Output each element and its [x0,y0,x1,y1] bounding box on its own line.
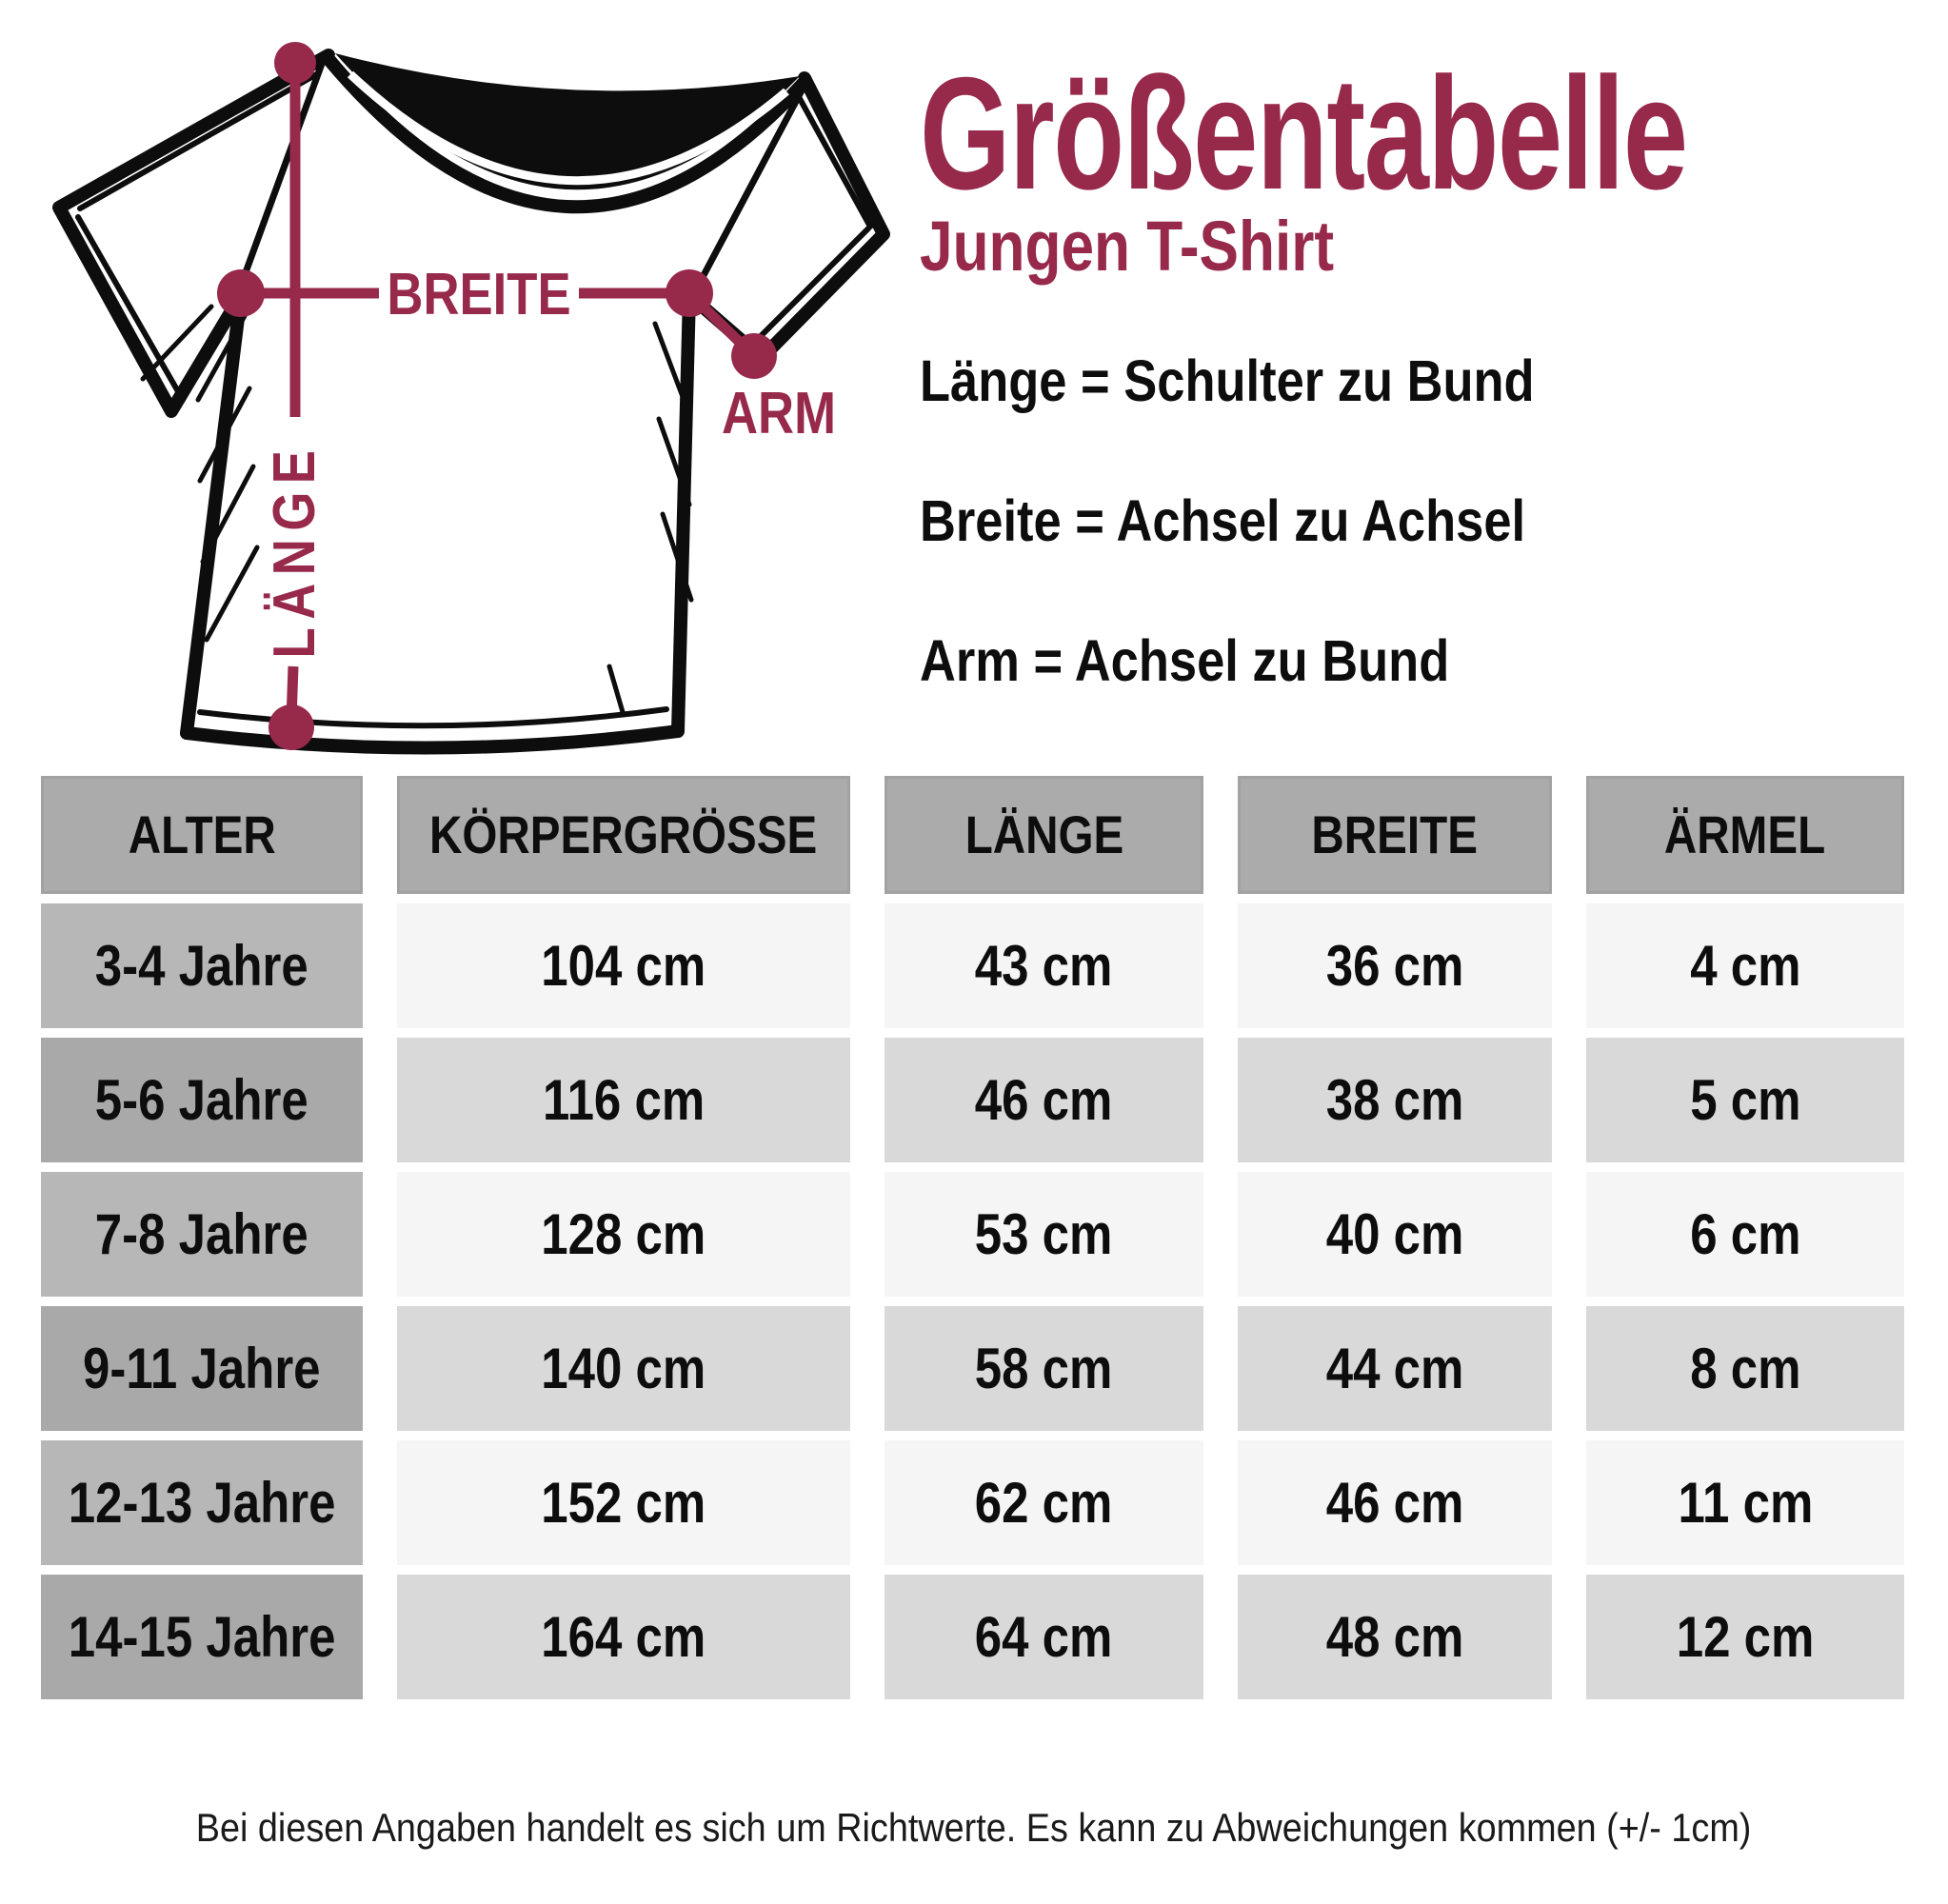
cell-text: 5-6 Jahre [95,1067,308,1132]
cell-text: 6 cm [1689,1201,1801,1266]
age-cell [41,1306,363,1431]
hem-point-dot [268,704,314,750]
value-cell [1238,903,1552,1028]
sleeve-end-dot [731,333,777,379]
right-armpit-dot [666,269,713,317]
cell-text: 40 cm [1325,1201,1464,1266]
value-cell [1586,903,1904,1028]
cell-text: 43 cm [975,933,1113,998]
column-header-breite [1238,776,1552,894]
cell-text: 58 cm [975,1336,1113,1400]
column-header-text: KÖRPERGRÖSSE [429,804,818,865]
column-header-aermel [1586,776,1904,894]
cell-text: 8 cm [1689,1336,1801,1400]
value-cell [397,1306,850,1431]
value-cell [397,1038,850,1162]
column-header-laenge [885,776,1203,894]
value-cell [397,1440,850,1565]
value-cell [885,1575,1203,1699]
value-cell [1586,1440,1904,1565]
value-cell [397,903,850,1028]
cell-text: 38 cm [1325,1067,1464,1132]
cell-text: 128 cm [541,1201,706,1266]
column-header-text: ÄRMEL [1664,804,1826,865]
laenge-diagram-label: LÄNGE [262,442,328,659]
definition-arm [920,628,1635,694]
breite-diagram-label: BREITE [387,262,571,328]
value-cell [1238,1575,1552,1699]
age-cell [41,1038,363,1162]
cell-text: 62 cm [975,1470,1113,1535]
cell-text: 5 cm [1689,1067,1801,1132]
value-cell [1586,1172,1904,1297]
cell-text: 44 cm [1325,1336,1464,1400]
cell-text: 7-8 Jahre [95,1201,308,1266]
value-cell [1586,1038,1904,1162]
cell-text: 53 cm [975,1201,1113,1266]
cell-text: 164 cm [541,1604,706,1669]
measurement-definitions [920,350,1635,770]
left-armpit-dot [217,269,265,317]
cell-text: 11 cm [1678,1470,1813,1535]
page-title [920,44,1948,223]
value-cell [885,1306,1203,1431]
column-header-text: BREITE [1311,804,1479,865]
tshirt-diagram [0,0,943,800]
age-cell [41,1440,363,1565]
value-cell [1238,1440,1552,1565]
age-cell [41,1575,363,1699]
cell-text: 12-13 Jahre [68,1470,336,1535]
cell-text: 3-4 Jahre [95,933,308,998]
definition-laenge-text: Länge = Schulter zu Bund [920,348,1535,413]
value-cell [397,1575,850,1699]
cell-text: 36 cm [1325,933,1464,998]
cell-text: 140 cm [541,1336,706,1400]
page-subtitle [920,208,1413,285]
cell-text: 9-11 Jahre [83,1336,321,1400]
disclaimer [0,1805,1948,1851]
age-cell [41,1172,363,1297]
disclaimer-text: Bei diesen Angaben handelt es sich um Richtwerte. Es kann zu Abweichungen kommen (+/- 1cm) [196,1805,1752,1850]
definition-arm-text: Arm = Achsel zu Bund [920,628,1450,694]
cell-text: 46 cm [975,1067,1113,1132]
cell-text: 64 cm [975,1604,1113,1669]
column-header-text: ALTER [128,804,276,865]
definition-breite [920,488,1635,554]
column-header-alter [41,776,363,894]
page-title-text: Größentabelle [920,44,1687,223]
definition-laenge [920,350,1635,411]
column-header-koerpergroesse [397,776,850,894]
value-cell [1238,1306,1552,1431]
age-cell [41,903,363,1028]
cell-text: 12 cm [1676,1604,1815,1669]
definition-breite-text: Breite = Achsel zu Achsel [920,488,1526,554]
value-cell [885,903,1203,1028]
size-table [41,776,1904,1699]
value-cell [1238,1172,1552,1297]
value-cell [1238,1038,1552,1162]
value-cell [885,1440,1203,1565]
cell-text: 46 cm [1325,1470,1464,1535]
cell-text: 116 cm [542,1067,706,1132]
column-header-text: LÄNGE [964,804,1123,865]
value-cell [885,1172,1203,1297]
cell-text: 104 cm [541,933,706,998]
cell-text: 48 cm [1325,1604,1464,1669]
value-cell [1586,1306,1904,1431]
value-cell [1586,1575,1904,1699]
arm-diagram-label: ARM [722,381,836,447]
value-cell [885,1038,1203,1162]
cell-text: 14-15 Jahre [68,1604,336,1669]
cell-text: 4 cm [1689,933,1801,998]
cell-text: 152 cm [541,1470,706,1535]
value-cell [397,1172,850,1297]
page-subtitle-text: Jungen T-Shirt [920,207,1335,286]
shoulder-point-dot [274,42,316,84]
